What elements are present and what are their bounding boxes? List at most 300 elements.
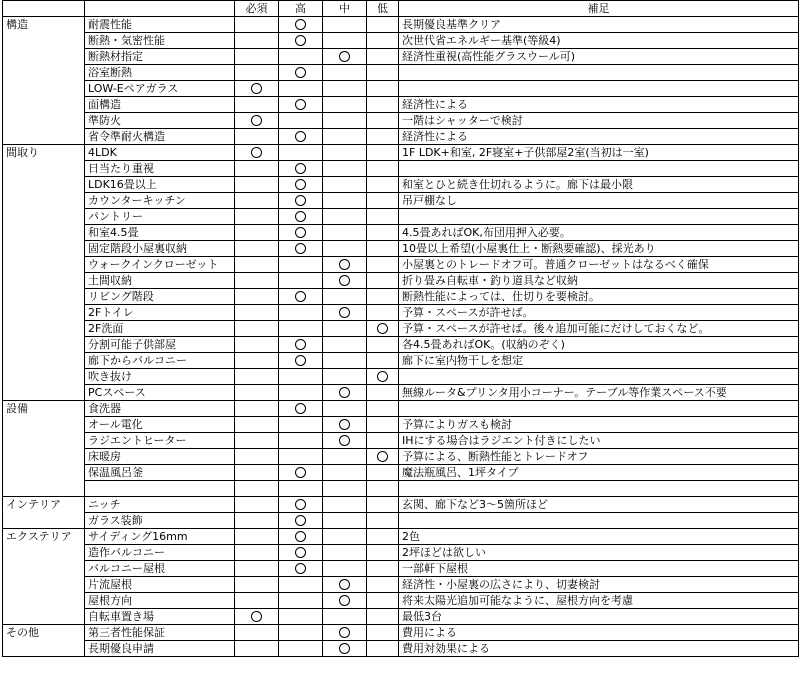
- circle-mark-icon: [251, 115, 262, 126]
- item-cell: LDK16畳以上: [85, 177, 235, 193]
- circle-mark-icon: [339, 51, 350, 62]
- priority-high-cell: [279, 561, 323, 577]
- item-cell: ウォークインクローゼット: [85, 257, 235, 273]
- priority-hissu-cell: [235, 225, 279, 241]
- priority-low-cell: [367, 129, 399, 145]
- note-cell: 折り畳み自転車・釣り道具など収納: [399, 273, 799, 289]
- category-cell: インテリア: [3, 497, 85, 513]
- header-mid: 中: [323, 1, 367, 17]
- circle-mark-icon: [339, 595, 350, 606]
- category-cell: [3, 257, 85, 273]
- priority-high-cell: [279, 129, 323, 145]
- category-cell: [3, 33, 85, 49]
- priority-high-cell: [279, 417, 323, 433]
- item-cell: PCスペース: [85, 385, 235, 401]
- item-cell: 2Fトイレ: [85, 305, 235, 321]
- note-cell: 2坪ほどは欲しい: [399, 545, 799, 561]
- priority-mid-cell: [323, 113, 367, 129]
- priority-hissu-cell: [235, 593, 279, 609]
- priority-mid-cell: [323, 209, 367, 225]
- category-cell: [3, 49, 85, 65]
- priority-low-cell: [367, 241, 399, 257]
- note-cell: 経済性による: [399, 97, 799, 113]
- category-cell: [3, 305, 85, 321]
- priority-mid-cell: [323, 545, 367, 561]
- note-cell: 経済性による: [399, 129, 799, 145]
- priority-mid-cell: [323, 161, 367, 177]
- priority-mid-cell: [323, 289, 367, 305]
- category-cell: [3, 353, 85, 369]
- circle-mark-icon: [295, 163, 306, 174]
- note-cell: 無線ルータ&プリンタ用小コーナー。テーブル等作業スペース不要: [399, 385, 799, 401]
- circle-mark-icon: [339, 419, 350, 430]
- priority-low-cell: [367, 33, 399, 49]
- note-cell: 次世代省エネルギー基準(等級4): [399, 33, 799, 49]
- circle-mark-icon: [377, 323, 388, 334]
- table-row: [3, 545, 799, 561]
- priority-mid-cell: [323, 625, 367, 641]
- item-cell: 土間収納: [85, 273, 235, 289]
- item-cell: 断熱材指定: [85, 49, 235, 65]
- priority-hissu-cell: [235, 193, 279, 209]
- table-row: [3, 193, 799, 209]
- table-row: [3, 97, 799, 113]
- priority-hissu-cell: [235, 433, 279, 449]
- priority-mid-cell: [323, 609, 367, 625]
- priority-hissu-cell: [235, 449, 279, 465]
- priority-low-cell: [367, 417, 399, 433]
- category-cell: [3, 337, 85, 353]
- priority-high-cell: [279, 353, 323, 369]
- note-cell: 吊戸棚なし: [399, 193, 799, 209]
- header-item: [85, 1, 235, 17]
- category-cell: [3, 481, 85, 497]
- table-row: [3, 353, 799, 369]
- priority-hissu-cell: [235, 641, 279, 657]
- category-cell: [3, 417, 85, 433]
- priority-mid-cell: [323, 49, 367, 65]
- category-cell: [3, 209, 85, 225]
- priority-high-cell: [279, 497, 323, 513]
- priority-hissu-cell: [235, 289, 279, 305]
- category-cell: [3, 561, 85, 577]
- note-cell: 経済性重視(高性能グラスウール可): [399, 49, 799, 65]
- note-cell: 予算・スペースが許せば。: [399, 305, 799, 321]
- priority-high-cell: [279, 81, 323, 97]
- note-cell: 2色: [399, 529, 799, 545]
- item-cell: 和室4.5畳: [85, 225, 235, 241]
- table-row: [3, 81, 799, 97]
- note-cell: [399, 81, 799, 97]
- priority-mid-cell: [323, 97, 367, 113]
- note-cell: [399, 481, 799, 497]
- priority-high-cell: [279, 225, 323, 241]
- priority-high-cell: [279, 193, 323, 209]
- priority-high-cell: [279, 161, 323, 177]
- priority-hissu-cell: [235, 321, 279, 337]
- circle-mark-icon: [251, 147, 262, 158]
- category-cell: [3, 81, 85, 97]
- table-row: [3, 257, 799, 273]
- header-note: 補足: [399, 1, 799, 17]
- table-row: [3, 337, 799, 353]
- category-cell: [3, 193, 85, 209]
- priority-high-cell: [279, 481, 323, 497]
- category-cell: [3, 113, 85, 129]
- item-cell: 2F洗面: [85, 321, 235, 337]
- circle-mark-icon: [295, 291, 306, 302]
- table-row: [3, 305, 799, 321]
- priority-mid-cell: [323, 81, 367, 97]
- item-cell: 吹き抜け: [85, 369, 235, 385]
- note-cell: 一階はシャッターで検討: [399, 113, 799, 129]
- priority-mid-cell: [323, 433, 367, 449]
- item-cell: 面構造: [85, 97, 235, 113]
- priority-hissu-cell: [235, 545, 279, 561]
- priority-high-cell: [279, 305, 323, 321]
- priority-mid-cell: [323, 177, 367, 193]
- note-cell: 予算・スペースが許せば。後々追加可能にだけしておくなど。: [399, 321, 799, 337]
- circle-mark-icon: [339, 627, 350, 638]
- category-cell: 間取り: [3, 145, 85, 161]
- category-cell: [3, 641, 85, 657]
- category-cell: [3, 385, 85, 401]
- category-cell: [3, 65, 85, 81]
- circle-mark-icon: [339, 275, 350, 286]
- header-hissu: 必須: [235, 1, 279, 17]
- priority-hissu-cell: [235, 145, 279, 161]
- priority-hissu-cell: [235, 273, 279, 289]
- priority-low-cell: [367, 641, 399, 657]
- priority-hissu-cell: [235, 81, 279, 97]
- priority-mid-cell: [323, 225, 367, 241]
- circle-mark-icon: [295, 19, 306, 30]
- priority-low-cell: [367, 145, 399, 161]
- circle-mark-icon: [295, 531, 306, 542]
- priority-hissu-cell: [235, 497, 279, 513]
- priority-hissu-cell: [235, 625, 279, 641]
- priority-high-cell: [279, 33, 323, 49]
- priority-mid-cell: [323, 33, 367, 49]
- table-row: [3, 465, 799, 481]
- priority-mid-cell: [323, 561, 367, 577]
- circle-mark-icon: [295, 355, 306, 366]
- note-cell: 費用による: [399, 625, 799, 641]
- table-row: [3, 225, 799, 241]
- note-cell: 最低3台: [399, 609, 799, 625]
- note-cell: 廊下に室内物干しを想定: [399, 353, 799, 369]
- item-cell: 長期優良申請: [85, 641, 235, 657]
- priority-hissu-cell: [235, 481, 279, 497]
- item-cell: 準防火: [85, 113, 235, 129]
- priority-high-cell: [279, 545, 323, 561]
- item-cell: ラジエントヒーター: [85, 433, 235, 449]
- item-cell: パントリー: [85, 209, 235, 225]
- note-cell: 各4.5畳あればOK。(収納のぞく): [399, 337, 799, 353]
- priority-mid-cell: [323, 369, 367, 385]
- priority-low-cell: [367, 225, 399, 241]
- table-row: [3, 17, 799, 33]
- table-row: [3, 609, 799, 625]
- priority-hissu-cell: [235, 561, 279, 577]
- note-cell: 予算によりガスも検討: [399, 417, 799, 433]
- circle-mark-icon: [339, 643, 350, 654]
- priority-hissu-cell: [235, 113, 279, 129]
- note-cell: 経済性・小屋裏の広さにより、切妻検討: [399, 577, 799, 593]
- item-cell: 床暖房: [85, 449, 235, 465]
- priority-high-cell: [279, 577, 323, 593]
- table-row: [3, 241, 799, 257]
- circle-mark-icon: [295, 35, 306, 46]
- priority-hissu-cell: [235, 609, 279, 625]
- priority-mid-cell: [323, 385, 367, 401]
- category-cell: [3, 433, 85, 449]
- category-cell: その他: [3, 625, 85, 641]
- priority-hissu-cell: [235, 417, 279, 433]
- priority-low-cell: [367, 113, 399, 129]
- priority-hissu-cell: [235, 337, 279, 353]
- priority-hissu-cell: [235, 465, 279, 481]
- priority-low-cell: [367, 161, 399, 177]
- header-high: 高: [279, 1, 323, 17]
- category-cell: [3, 129, 85, 145]
- table-row: [3, 641, 799, 657]
- note-cell: 費用対効果による: [399, 641, 799, 657]
- circle-mark-icon: [295, 403, 306, 414]
- priority-low-cell: [367, 449, 399, 465]
- item-cell: 日当たり重視: [85, 161, 235, 177]
- table-row: [3, 33, 799, 49]
- priority-mid-cell: [323, 273, 367, 289]
- category-cell: エクステリア: [3, 529, 85, 545]
- category-cell: [3, 513, 85, 529]
- item-cell: オール電化: [85, 417, 235, 433]
- priority-mid-cell: [323, 17, 367, 33]
- priority-high-cell: [279, 641, 323, 657]
- category-cell: [3, 97, 85, 113]
- priority-mid-cell: [323, 449, 367, 465]
- priority-mid-cell: [323, 145, 367, 161]
- table-row: [3, 593, 799, 609]
- priority-low-cell: [367, 273, 399, 289]
- priority-high-cell: [279, 289, 323, 305]
- circle-mark-icon: [295, 179, 306, 190]
- priority-low-cell: [367, 257, 399, 273]
- table-row: [3, 561, 799, 577]
- circle-mark-icon: [295, 515, 306, 526]
- table-row: [3, 417, 799, 433]
- circle-mark-icon: [295, 99, 306, 110]
- priority-low-cell: [367, 401, 399, 417]
- priority-low-cell: [367, 49, 399, 65]
- category-cell: [3, 577, 85, 593]
- table-row: [3, 321, 799, 337]
- item-cell: 屋根方向: [85, 593, 235, 609]
- priority-hissu-cell: [235, 177, 279, 193]
- circle-mark-icon: [295, 211, 306, 222]
- circle-mark-icon: [251, 611, 262, 622]
- priority-hissu-cell: [235, 305, 279, 321]
- table-row: [3, 161, 799, 177]
- item-cell: 廊下からバルコニー: [85, 353, 235, 369]
- category-cell: [3, 241, 85, 257]
- priority-low-cell: [367, 209, 399, 225]
- circle-mark-icon: [295, 563, 306, 574]
- circle-mark-icon: [295, 547, 306, 558]
- priority-high-cell: [279, 385, 323, 401]
- priority-low-cell: [367, 289, 399, 305]
- priority-high-cell: [279, 177, 323, 193]
- priority-hissu-cell: [235, 257, 279, 273]
- priority-low-cell: [367, 97, 399, 113]
- table-row: [3, 369, 799, 385]
- note-cell: IHにする場合はラジエント付きにしたい: [399, 433, 799, 449]
- category-cell: [3, 449, 85, 465]
- item-cell: LOW-Eペアガラス: [85, 81, 235, 97]
- table-row: [3, 401, 799, 417]
- note-cell: 将来太陽光追加可能なように、屋根方向を考慮: [399, 593, 799, 609]
- priority-low-cell: [367, 561, 399, 577]
- circle-mark-icon: [295, 243, 306, 254]
- priority-high-cell: [279, 65, 323, 81]
- note-cell: 断熱性能によっては、仕切りを要検討。: [399, 289, 799, 305]
- circle-mark-icon: [339, 387, 350, 398]
- priority-mid-cell: [323, 529, 367, 545]
- circle-mark-icon: [339, 307, 350, 318]
- circle-mark-icon: [377, 371, 388, 382]
- item-cell: 耐震性能: [85, 17, 235, 33]
- table-row: [3, 177, 799, 193]
- priority-hissu-cell: [235, 97, 279, 113]
- item-cell: 自転車置き場: [85, 609, 235, 625]
- priority-mid-cell: [323, 577, 367, 593]
- priority-high-cell: [279, 257, 323, 273]
- priority-hissu-cell: [235, 369, 279, 385]
- priority-mid-cell: [323, 65, 367, 81]
- priority-hissu-cell: [235, 65, 279, 81]
- priority-low-cell: [367, 17, 399, 33]
- priority-high-cell: [279, 401, 323, 417]
- note-cell: [399, 161, 799, 177]
- item-cell: 第三者性能保証: [85, 625, 235, 641]
- note-cell: [399, 65, 799, 81]
- priority-mid-cell: [323, 401, 367, 417]
- item-cell: リビング階段: [85, 289, 235, 305]
- priority-low-cell: [367, 353, 399, 369]
- item-cell: 片流屋根: [85, 577, 235, 593]
- table-row: [3, 481, 799, 497]
- note-cell: 10畳以上希望(小屋裏仕上・断熱要確認)、採光あり: [399, 241, 799, 257]
- priority-hissu-cell: [235, 17, 279, 33]
- priority-hissu-cell: [235, 241, 279, 257]
- category-cell: [3, 177, 85, 193]
- circle-mark-icon: [295, 227, 306, 238]
- circle-mark-icon: [295, 499, 306, 510]
- priority-low-cell: [367, 385, 399, 401]
- table-row: [3, 289, 799, 305]
- item-cell: 分割可能子供部屋: [85, 337, 235, 353]
- priority-low-cell: [367, 513, 399, 529]
- priority-mid-cell: [323, 513, 367, 529]
- priority-hissu-cell: [235, 401, 279, 417]
- item-cell: 固定階段小屋裏収納: [85, 241, 235, 257]
- priority-low-cell: [367, 65, 399, 81]
- priority-low-cell: [367, 369, 399, 385]
- priority-low-cell: [367, 609, 399, 625]
- priority-high-cell: [279, 209, 323, 225]
- header-row: [3, 1, 799, 17]
- category-cell: [3, 593, 85, 609]
- priority-mid-cell: [323, 193, 367, 209]
- table-row: [3, 449, 799, 465]
- table-row: [3, 273, 799, 289]
- table-row: [3, 497, 799, 513]
- priority-high-cell: [279, 145, 323, 161]
- table-row: [3, 433, 799, 449]
- note-cell: 長期優良基準クリア: [399, 17, 799, 33]
- priority-hissu-cell: [235, 161, 279, 177]
- table-row: [3, 513, 799, 529]
- priority-high-cell: [279, 97, 323, 113]
- circle-mark-icon: [339, 579, 350, 590]
- category-cell: [3, 273, 85, 289]
- priority-mid-cell: [323, 497, 367, 513]
- priority-mid-cell: [323, 465, 367, 481]
- priority-low-cell: [367, 321, 399, 337]
- table-row: [3, 209, 799, 225]
- priority-mid-cell: [323, 641, 367, 657]
- priority-high-cell: [279, 369, 323, 385]
- circle-mark-icon: [377, 451, 388, 462]
- priority-mid-cell: [323, 593, 367, 609]
- category-cell: [3, 609, 85, 625]
- priority-hissu-cell: [235, 529, 279, 545]
- priority-hissu-cell: [235, 577, 279, 593]
- priority-low-cell: [367, 465, 399, 481]
- item-cell: 保温風呂釜: [85, 465, 235, 481]
- table-row: [3, 529, 799, 545]
- priority-high-cell: [279, 625, 323, 641]
- priority-low-cell: [367, 193, 399, 209]
- circle-mark-icon: [295, 467, 306, 478]
- priority-hissu-cell: [235, 129, 279, 145]
- item-cell: 4LDK: [85, 145, 235, 161]
- category-cell: 構造: [3, 17, 85, 33]
- item-cell: バルコニー屋根: [85, 561, 235, 577]
- circle-mark-icon: [339, 259, 350, 270]
- item-cell: 断熱・気密性能: [85, 33, 235, 49]
- note-cell: 一部軒下屋根: [399, 561, 799, 577]
- table-row: [3, 625, 799, 641]
- priority-hissu-cell: [235, 513, 279, 529]
- note-cell: 4.5畳あればOK,布団用押入必要。: [399, 225, 799, 241]
- note-cell: 1F LDK+和室, 2F寝室+子供部屋2室(当初は一室): [399, 145, 799, 161]
- item-cell: [85, 481, 235, 497]
- priority-low-cell: [367, 577, 399, 593]
- item-cell: 浴室断熱: [85, 65, 235, 81]
- category-cell: [3, 225, 85, 241]
- priority-low-cell: [367, 481, 399, 497]
- category-cell: [3, 321, 85, 337]
- priority-hissu-cell: [235, 209, 279, 225]
- priority-high-cell: [279, 113, 323, 129]
- note-cell: 小屋裏とのトレードオフ可。普通クローゼットはなるべく確保: [399, 257, 799, 273]
- priority-low-cell: [367, 433, 399, 449]
- priority-high-cell: [279, 609, 323, 625]
- note-cell: [399, 369, 799, 385]
- priority-high-cell: [279, 241, 323, 257]
- circle-mark-icon: [295, 67, 306, 78]
